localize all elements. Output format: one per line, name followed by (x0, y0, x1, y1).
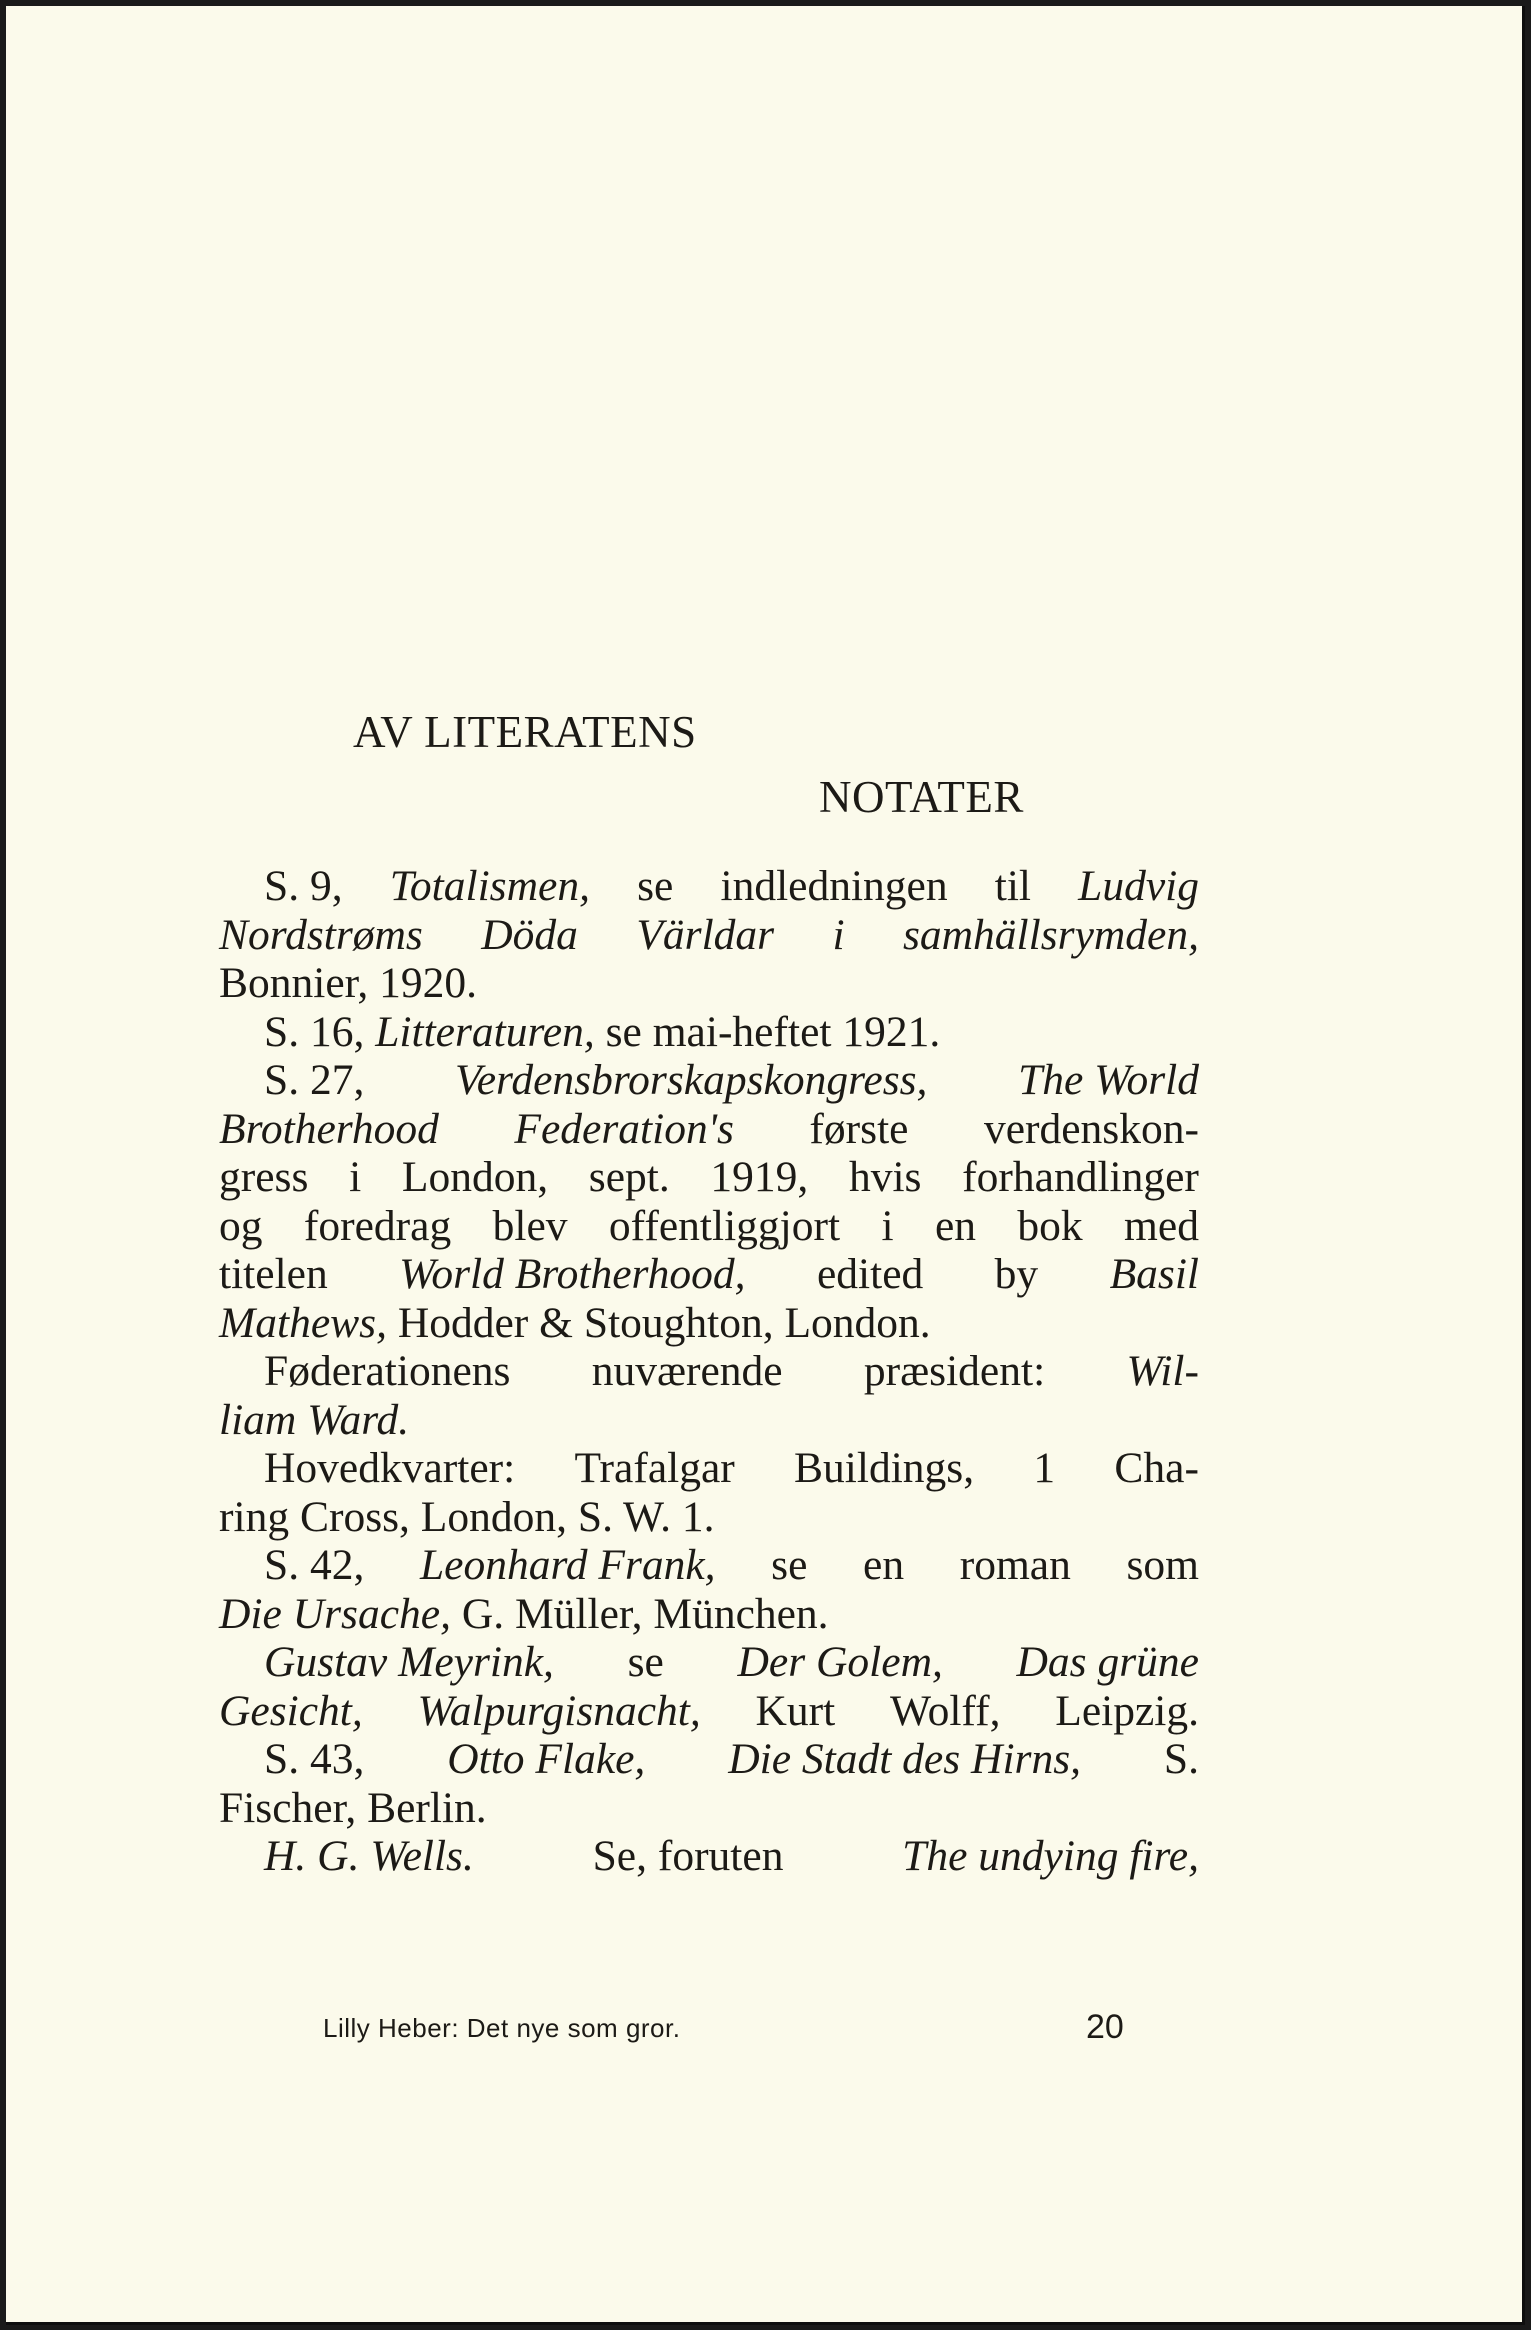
text-segment: Hovedkvarter: (264, 1444, 516, 1492)
section-title-line-1: AV LITERATENS (353, 707, 697, 757)
italic-segment: Wil- (1126, 1347, 1199, 1395)
italic-segment: i (832, 910, 845, 959)
text-segment: bok (1017, 1201, 1083, 1250)
text-line (219, 1056, 1199, 1105)
italic-segment: World Brotherhood, (399, 1250, 746, 1298)
italic-segment: Die Stadt des Hirns, (728, 1735, 1082, 1783)
text-segment: S. 16, (264, 1007, 376, 1056)
text-segment: Leipzig. (1055, 1686, 1199, 1735)
text-line (219, 1590, 1199, 1639)
italic-segment: Leonhard Frank, (419, 1541, 716, 1589)
text-line (219, 1153, 1199, 1202)
text-line (219, 1541, 1199, 1590)
text-line (219, 1784, 1199, 1833)
text-segment: edited (816, 1250, 924, 1298)
text-segment: G. Müller, München. (450, 1589, 829, 1638)
text-segment: Hodder & Stoughton, London. (386, 1298, 931, 1347)
text-segment: Føderationens (264, 1347, 511, 1395)
text-segment: Buildings, (794, 1444, 975, 1492)
text-segment: S. 27, (264, 1056, 365, 1104)
text-segment: som (1126, 1541, 1199, 1589)
text-segment: Fischer, Berlin. (219, 1783, 487, 1832)
section-title-line-2: NOTATER (819, 772, 1024, 822)
text-segment: gress (219, 1153, 309, 1201)
text-line (219, 1105, 1199, 1154)
running-footer: Lilly Heber: Det nye som gror. (323, 2013, 681, 2043)
italic-segment: Das grüne (1016, 1638, 1199, 1686)
notes-body (219, 862, 1199, 1881)
italic-segment: Walpurgisnacht, (417, 1686, 701, 1735)
text-segment: roman (959, 1541, 1071, 1589)
italic-segment: Totalismen, (389, 862, 590, 910)
text-segment: S. 43, (264, 1735, 365, 1783)
text-segment: til (994, 862, 1032, 910)
text-line (219, 1444, 1199, 1493)
text-segment: verdenskon- (983, 1104, 1199, 1153)
italic-segment: Die Ursache, (219, 1589, 451, 1638)
text-segment: Bonnier, 1920. (219, 959, 478, 1007)
text-segment: indledningen (720, 862, 948, 910)
text-line (219, 1202, 1199, 1251)
page-number: 20 (1086, 2008, 1124, 2046)
text-segment: i (881, 1201, 894, 1250)
text-segment: nuværende (591, 1347, 783, 1395)
italic-segment: The World (1018, 1056, 1199, 1104)
text-line (219, 1735, 1199, 1784)
text-segment: S. 42, (264, 1541, 365, 1589)
text-line (219, 911, 1199, 960)
italic-segment: Nordstrøms (219, 910, 423, 959)
italic-segment: Gesicht, (219, 1686, 363, 1735)
text-segment: en (934, 1201, 977, 1250)
text-line (219, 862, 1199, 911)
italic-segment: Litteraturen, (375, 1007, 595, 1056)
text-segment: Kurt (755, 1686, 836, 1735)
text-segment: se (771, 1541, 808, 1589)
text-line (219, 1347, 1199, 1396)
text-segment: ring Cross, London, S. W. 1. (219, 1492, 715, 1541)
text-segment: blev (492, 1201, 568, 1250)
text-segment: se (627, 1638, 664, 1686)
text-segment: S. 9, (264, 862, 343, 910)
text-segment: sept. (588, 1153, 670, 1201)
italic-segment: liam Ward. (219, 1395, 410, 1444)
text-segment: præsident: (863, 1347, 1046, 1395)
text-line (219, 1493, 1199, 1542)
text-segment: en (863, 1541, 905, 1589)
text-segment: se (637, 862, 674, 910)
italic-segment: Verdensbrorskapskongress, (455, 1056, 928, 1104)
text-segment: by (994, 1250, 1039, 1298)
text-segment: se mai-heftet 1921. (594, 1007, 941, 1056)
italic-segment: Federation's (514, 1104, 734, 1153)
text-segment: med (1124, 1201, 1199, 1250)
italic-segment: Der Golem, (737, 1638, 943, 1686)
italic-segment: Mathews, (219, 1298, 387, 1347)
text-segment: S. (1163, 1735, 1199, 1783)
text-segment: hvis (848, 1153, 922, 1201)
text-line (219, 1396, 1199, 1445)
italic-segment: Döda (481, 910, 578, 959)
text-segment: og (219, 1201, 263, 1250)
text-line (219, 1832, 1199, 1881)
text-segment: offentliggjort (608, 1201, 841, 1250)
italic-segment: Gustav Meyrink, (264, 1638, 554, 1686)
text-segment: første (809, 1104, 909, 1153)
text-line (219, 959, 1199, 1008)
text-line (219, 1638, 1199, 1687)
text-segment: Wolff, (890, 1686, 1001, 1735)
text-segment: i (349, 1153, 362, 1201)
italic-segment: H. G. Wells. (264, 1832, 474, 1880)
text-segment: foredrag (303, 1201, 452, 1250)
text-segment: Cha- (1114, 1444, 1199, 1492)
italic-segment: Världar (636, 910, 775, 959)
text-segment: Se, foruten (592, 1832, 784, 1880)
text-segment: Trafalgar (574, 1444, 735, 1492)
italic-segment: Basil (1109, 1250, 1199, 1298)
text-segment: 1 (1033, 1444, 1056, 1492)
text-segment: titelen (219, 1250, 328, 1298)
italic-segment: samhällsrymden, (902, 910, 1199, 959)
text-segment: London, (401, 1153, 549, 1201)
text-line (219, 1687, 1199, 1736)
text-segment: 1919, (710, 1153, 809, 1201)
italic-segment: Otto Flake, (447, 1735, 646, 1783)
text-segment: forhandlinger (962, 1153, 1199, 1201)
italic-segment: Brotherhood (219, 1104, 439, 1153)
italic-segment: Ludvig (1078, 862, 1199, 910)
text-line (219, 1250, 1199, 1299)
book-page (6, 6, 1525, 2325)
italic-segment: The undying fire, (902, 1832, 1199, 1880)
text-line (219, 1008, 1199, 1057)
text-line (219, 1299, 1199, 1348)
